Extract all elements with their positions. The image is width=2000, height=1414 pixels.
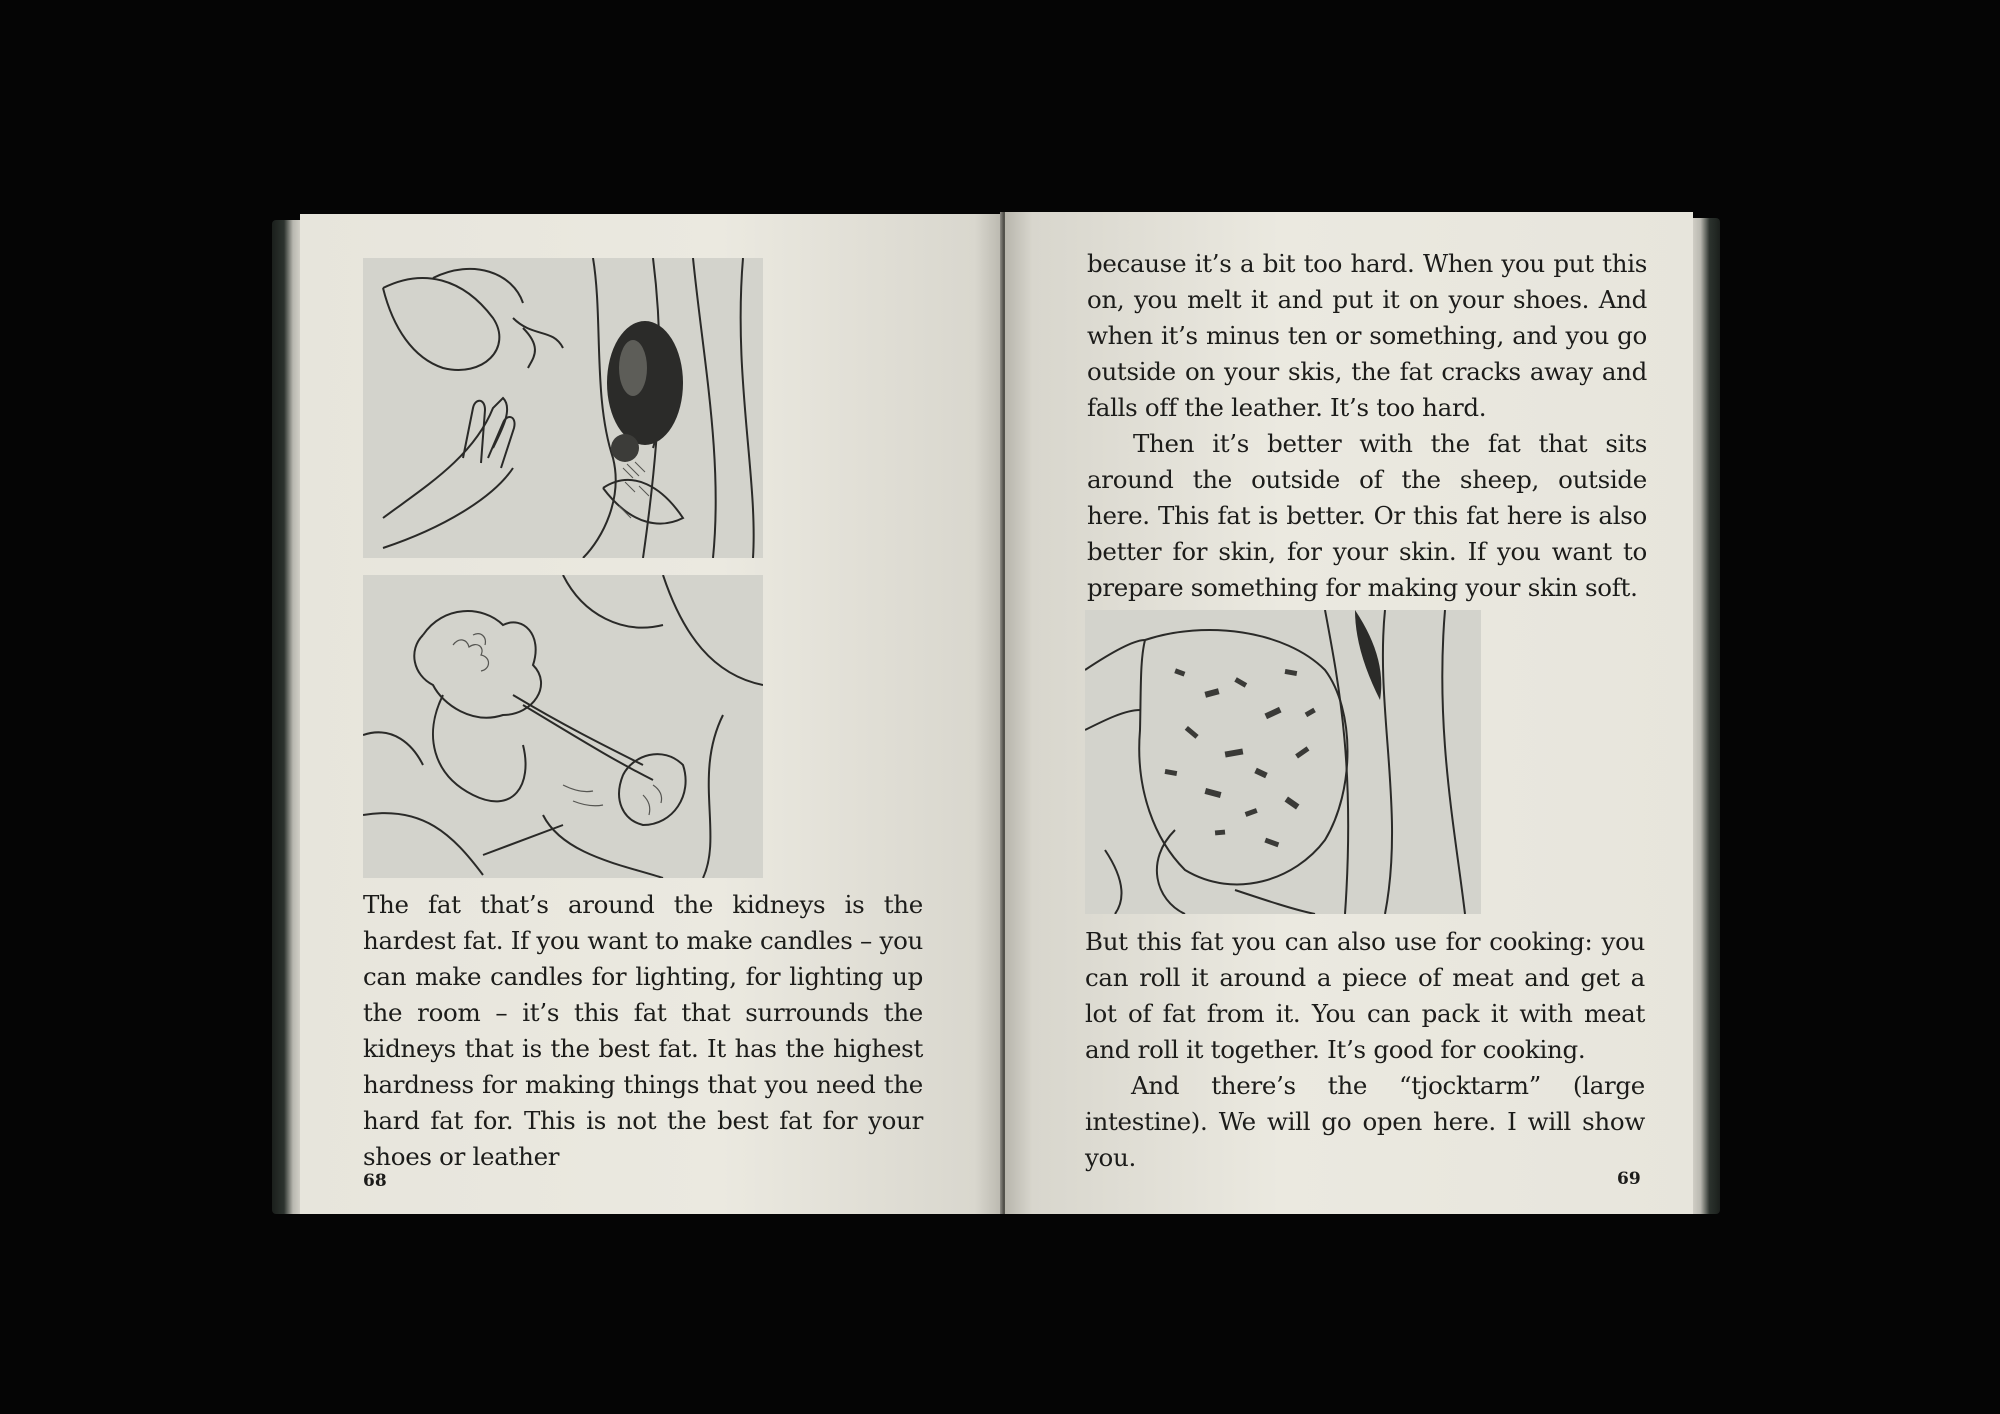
right-page — [1005, 212, 1693, 1214]
illustration-pulling-fat-drawing — [363, 575, 763, 878]
right-paragraph-3: But this fat you can also use for cooking: you can roll it around a piece of meat and get a lot of fat from it. You can pack it with meat and roll it together. It’s good for cooking. — [1085, 927, 1645, 1064]
left-page-number: 68 — [363, 1171, 387, 1191]
illustration-kidney-fat-hand-drawing — [363, 258, 763, 558]
right-page-text-bottom — [1085, 924, 1645, 1176]
left-page — [300, 214, 1003, 1214]
right-paragraph-2: Then it’s better with the fat that sits around the outside of the sheep, outside here. This fat is better. Or this fat here is also better for skin, for your skin. If you want to prepare something for making your skin soft. — [1087, 429, 1647, 602]
right-page-text-top — [1087, 246, 1647, 606]
left-page-edge — [272, 220, 302, 1214]
left-page-text — [363, 887, 923, 1175]
illustration-outer-fat-drawing — [1085, 610, 1481, 914]
right-paragraph-4: And there’s the “tjocktarm” (large intestine). We will go open here. I will show you. — [1085, 1071, 1645, 1172]
right-paragraph-1: because it’s a bit too hard. When you put this on, you melt it and put it on your shoes. And when it’s minus ten or something, and you go outside on your skis, the fat cracks away and falls off the leather. It’s too hard. — [1087, 249, 1647, 422]
illustration-outer-fat — [1085, 610, 1481, 914]
right-page-edge — [1690, 218, 1720, 1214]
illustration-kidney-fat-hand — [363, 258, 763, 558]
left-paragraph-1: The fat that’s around the kidneys is the hardest fat. If you want to make candles – you can make candles for lighting, for lighting up the room – it’s this fat that surrounds the kidneys that is the best fat. It has the highest hardness for making things that you need the hard fat for. This is not the best fat for your shoes or leather — [363, 890, 923, 1171]
illustration-pulling-fat — [363, 575, 763, 878]
right-page-number: 69 — [1617, 1169, 1641, 1189]
